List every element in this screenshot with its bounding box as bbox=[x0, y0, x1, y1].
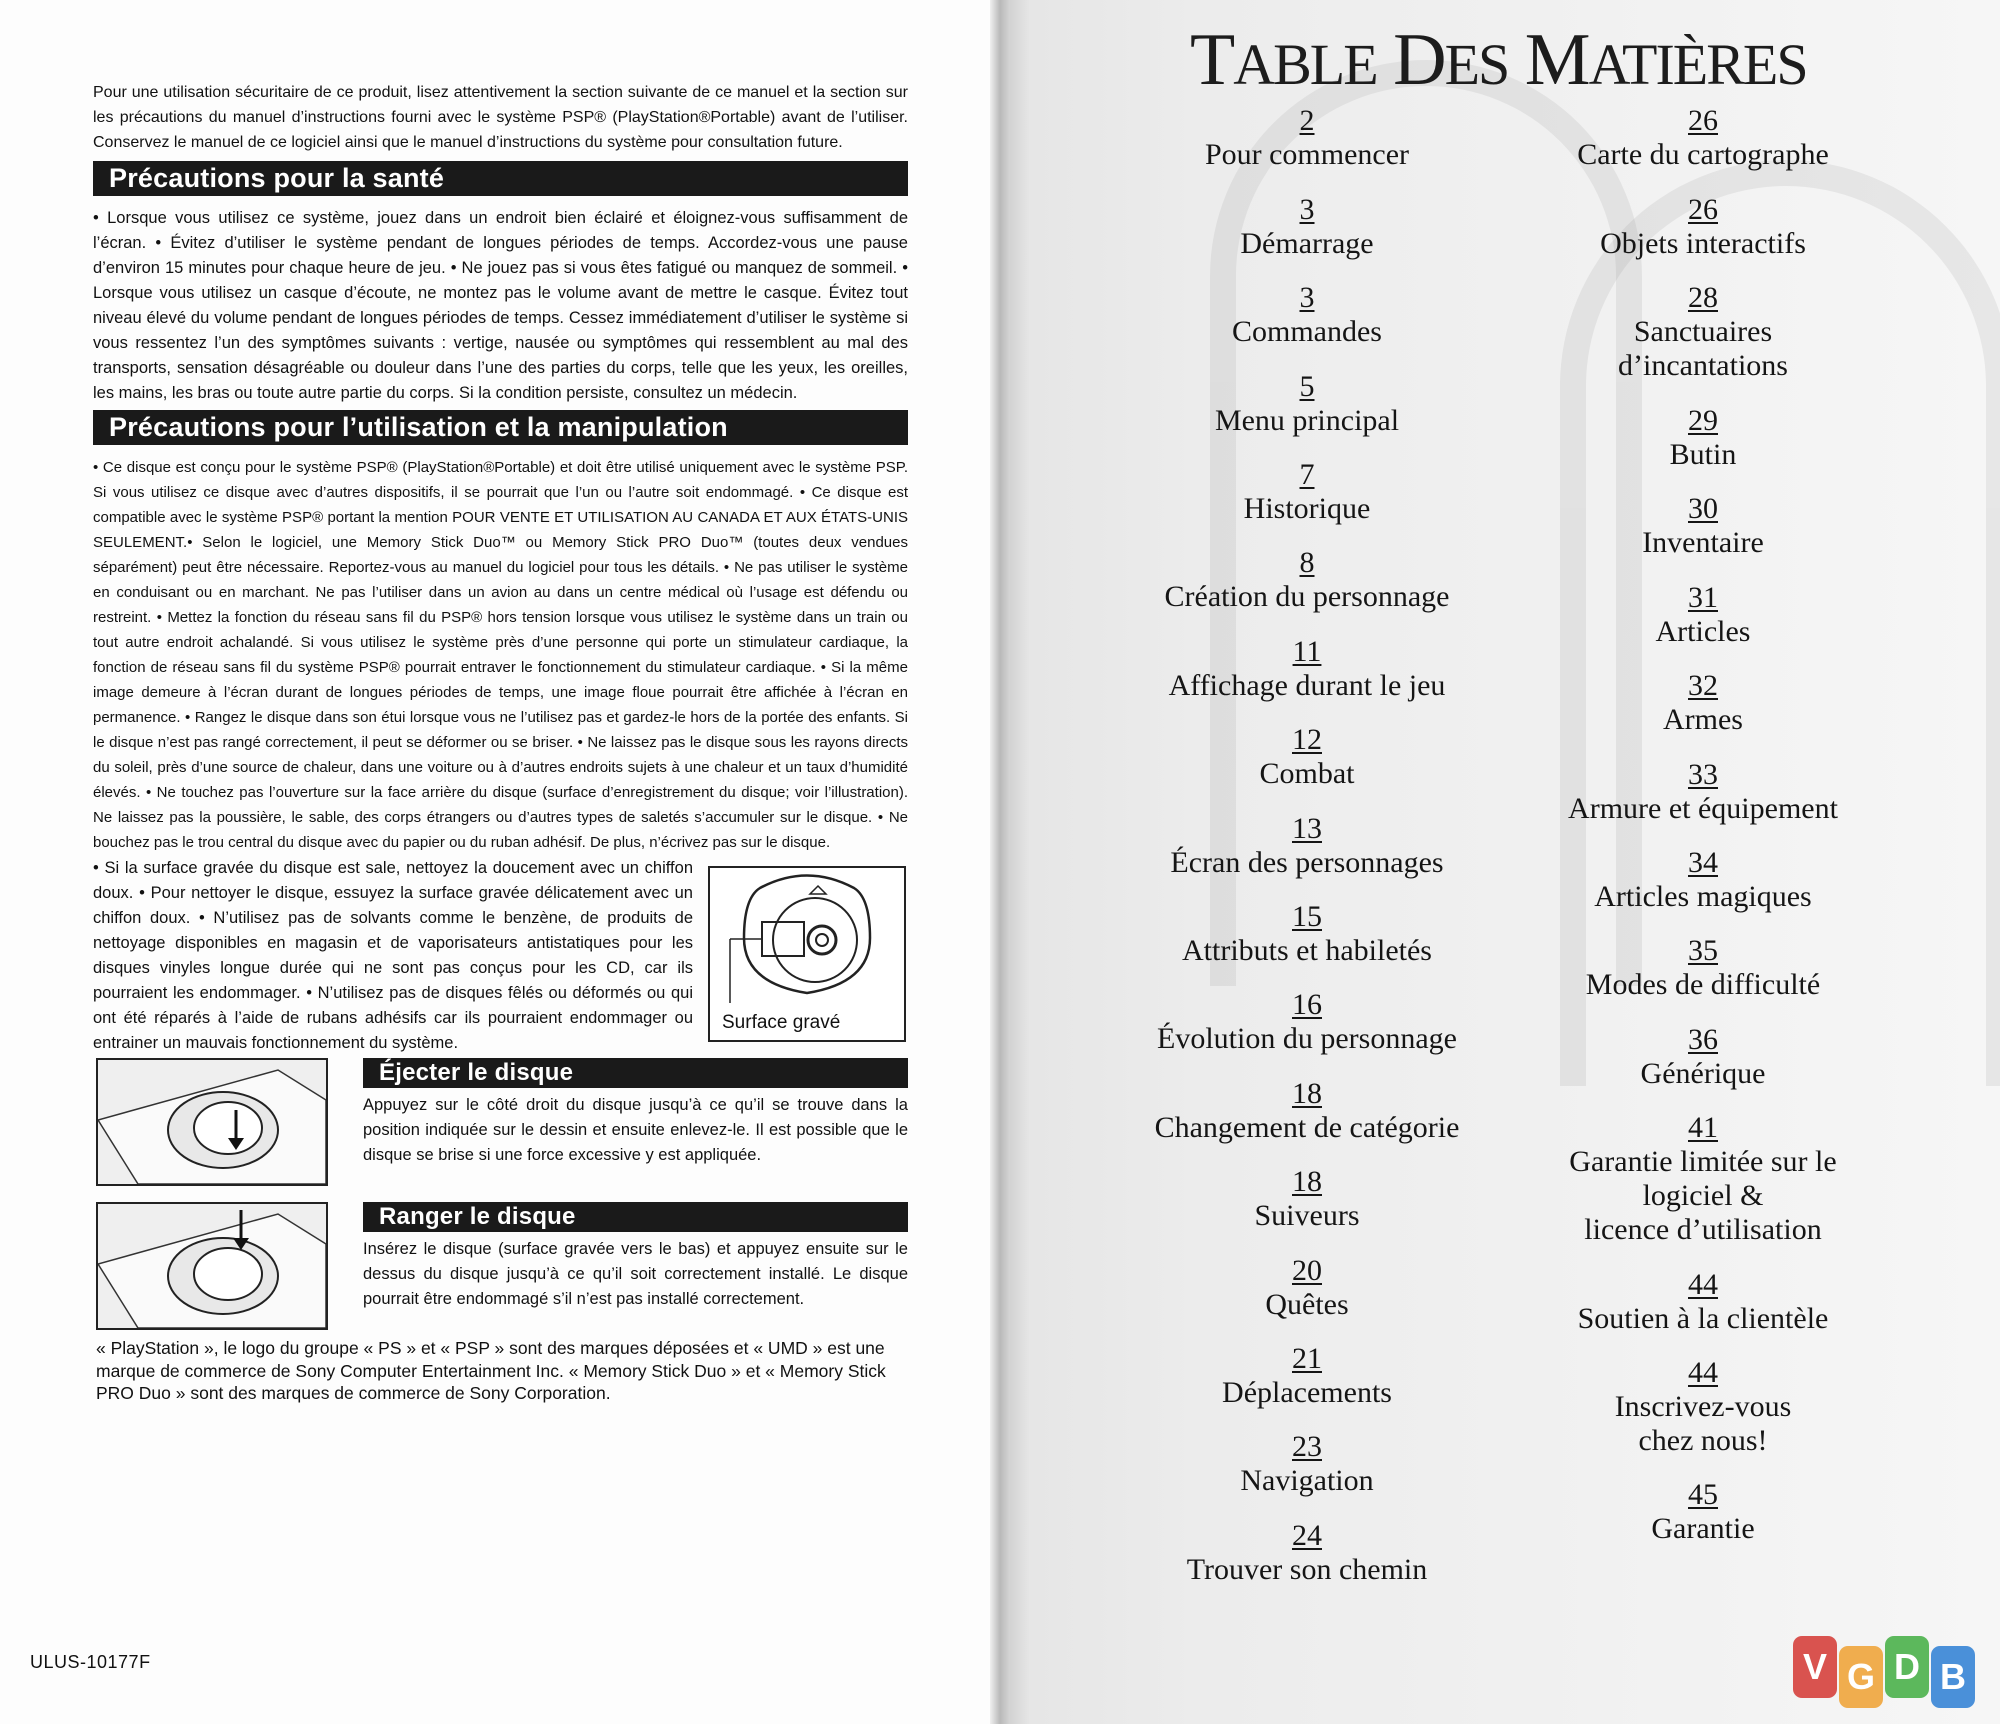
toc-entry[interactable]: 13 Écran des personnages bbox=[1170, 812, 1444, 879]
toc-entry[interactable]: 24 Trouver son chemin bbox=[1186, 1519, 1428, 1586]
toc-entry[interactable]: 8 Création du personnage bbox=[1164, 546, 1450, 613]
toc-entry[interactable]: 33 Armure et équipement bbox=[1568, 758, 1838, 825]
toc-entry[interactable]: 16 Évolution du personnage bbox=[1157, 988, 1457, 1055]
toc-entry[interactable]: 15 Attributs et habiletés bbox=[1182, 900, 1432, 967]
toc-entry[interactable]: 44 Soutien à la clientèle bbox=[1577, 1268, 1829, 1335]
vgdb-g-tile: G bbox=[1839, 1646, 1883, 1708]
handling-paragraph-continued: • Si la surface gravée du disque est sale, nettoyez la doucement avec un chiffon doux. • Pour nettoyer le disque, essuyez la surface gravée délicatement avec un chiffon doux. • N’utilisez pas de solvants comme le benzène, de produits de nettoyage disponibles en magasin et de vaporisateurs antistatiques pour les disques vinyles longue durée qui ne sont pas conçus pour les CD, car ils pourraient les endommager. • N’utilisez pas de disques fêlés ou déformés ou qui ont été réparés à l’aide de rubans adhésifs car ils pourraient endommager ou entrainer un mauvais fonctionnement du système. bbox=[93, 859, 693, 1052]
handling-paragraph: • Ce disque est conçu pour le système PSP® (PlayStation®Portable) et doit être utilisé uniquement avec le système PSP. Si vous utilisez ce disque avec d’autres dispositifs, il se pourrait que l’un ou l’autre soit endommagé. • Ce disque est compatible avec le système PSP® portant la mention POUR VENTE ET UTILISATION AU CANADA ET AUX ÉTATS-UNIS SEULEMENT.• Selon le logiciel, une Memory Stick Duo™ ou Memory Stick PRO Duo™ (toutes deux vendues séparément) peut être nécessaire. Reportez-vous au manuel du logiciel pour tous les détails. • Ne pas utiliser le système en conduisant ou en marchant. Ne pas l’utiliser dans un avion au dans un centre médical où l’usage est défendu ou restreint. • Mettez la fonction du réseau sans fil du PSP® hors tension lorsque vous utilisez le système dans un train ou tout autre endroit achalandé. Si vous utilisez le système près d’une personne qui porte un stimulateur cardiaque, la fonction de réseau sans fil du système PSP® pourrait entraver le fonctionnement du stimulateur cardiaque. • Si la même image demeure à l’écran durant de longues périodes de temps, une image floue pourrait être affichée à l’écran en permanence. • Rangez le disque dans son étui lorsque vous ne l’utilisez pas et gardez-le hors de la portée des enfants. Si le disque n’est pas rangé correctement, il peut se déformer ou se briser. • Ne laissez pas le disque sous les rayons directs du soleil, près d’une source de chaleur, dans une voiture ou à d’autres endroits sujets à une chaleur et un taux d’humidité élevés. • Ne touchez pas l’ouverture sur la face arrière du disque (surface d’enregistrement du disque; voir l’illustration). Ne laissez pas la poussière, le sable, des corps étrangers ou d’autres types de saletés s’accumuler sur le disque. • Ne bouchez pas le trou central du disque avec du papier ou du ruban adhésif. De plus, n’écrivez pas sur le disque. bbox=[93, 459, 908, 851]
diagram-caption: Surface gravé bbox=[722, 1012, 841, 1033]
toc-entry[interactable]: 11 Affichage durant le jeu bbox=[1168, 635, 1446, 702]
eject-heading: Éjecter le disque bbox=[363, 1058, 908, 1088]
toc-entry[interactable]: 2 Pour commencer bbox=[1204, 104, 1410, 171]
toc-entry[interactable]: 23 Navigation bbox=[1240, 1430, 1374, 1497]
toc-entry[interactable]: 18 Changement de catégorie bbox=[1154, 1077, 1460, 1144]
toc-entry[interactable]: 7 Historique bbox=[1243, 458, 1371, 525]
toc-entry[interactable]: 31 Articles bbox=[1655, 581, 1751, 648]
toc-entry[interactable]: 12 Combat bbox=[1259, 723, 1355, 790]
vgdb-v-tile: V bbox=[1793, 1636, 1837, 1698]
toc-entry[interactable]: 26 Objets interactifs bbox=[1600, 193, 1806, 260]
toc-title: TABLE DES MATIÈRES bbox=[1190, 19, 1807, 101]
toc-entry[interactable]: 34 Articles magiques bbox=[1594, 846, 1812, 913]
toc-entry[interactable]: 44 Inscrivez-vous chez nous! bbox=[1614, 1356, 1792, 1457]
toc-entry[interactable]: 35 Modes de difficulté bbox=[1585, 934, 1821, 1001]
eject-paragraph: Appuyez sur le côté droit du disque jusqu’à ce qu’il se trouve dans la position indiquée sur le dessin et ensuite enlevez-le. Il est possible que le disque se brise si une force excessive y est appliquée. bbox=[363, 1096, 908, 1164]
disc-diagram bbox=[708, 866, 906, 1042]
store-paragraph: Insérez le disque (surface gravée vers le bas) et appuyez ensuite sur le dessus du disque jusqu’à ce qu’il soit correctement installé. Le disque pourrait être endommagé s’il n’est pas installé correctement. bbox=[363, 1240, 908, 1308]
page-fold bbox=[990, 0, 1010, 1724]
trademark-notice: « PlayStation », le logo du groupe « PS » et « PSP » sont des marques déposées et « UMD » est une marque de commerce de Sony Computer Entertainment Inc. « Memory Stick Duo » et « Memory Stick PRO Duo » sont des marques de commerce de Sony Corporation. bbox=[96, 1338, 886, 1403]
product-code: ULUS-10177F bbox=[30, 1652, 151, 1672]
health-paragraph: • Lorsque vous utilisez ce système, jouez dans un endroit bien éclairé et éloignez-vous suffisamment de l’écran. • Évitez d’utiliser le système pendant de longues périodes de temps. Accordez-vous une pause d’environ 15 minutes pour chaque heure de jeu. • Ne jouez pas si vous êtes fatigué ou manquez de sommeil. • Lorsque vous utilisez un casque d’écoute, ne montez pas le volume avant de mettre le casque. Évitez tout niveau élevé du volume pendant de longues périodes de temps. Cessez immédiatement d’utiliser le système si vous ressentez l’un des symptômes suivants : vertige, nausée ou symptômes qui ressemblent au mal des transports, sensation désagréable ou douleur dans l’une des parties du corps, telle que les yeux, les oreilles, les mains, les bras ou toute autre partie du corps. Si la condition persiste, consultez un médecin. bbox=[93, 209, 908, 402]
store-illustration bbox=[96, 1202, 328, 1330]
toc-entry[interactable]: 28 Sanctuaires d’incantations bbox=[1618, 281, 1788, 382]
toc-entry[interactable]: 32 Armes bbox=[1663, 669, 1743, 736]
health-heading: Précautions pour la santé bbox=[93, 161, 908, 196]
toc-entry[interactable]: 5 Menu principal bbox=[1214, 370, 1400, 437]
toc-entry[interactable]: 29 Butin bbox=[1669, 404, 1737, 471]
toc-entry[interactable]: 41 Garantie limitée sur le logiciel & licence d’utilisation bbox=[1569, 1111, 1837, 1246]
toc-entry[interactable]: 3 Démarrage bbox=[1240, 193, 1374, 260]
toc-entry[interactable]: 18 Suiveurs bbox=[1254, 1165, 1360, 1232]
handling-heading: Précautions pour l’utilisation et la manipulation bbox=[93, 410, 908, 445]
vgdb-d-tile: D bbox=[1885, 1636, 1929, 1698]
store-heading: Ranger le disque bbox=[363, 1202, 908, 1232]
eject-illustration bbox=[96, 1058, 328, 1186]
toc-entry[interactable]: 21 Déplacements bbox=[1222, 1342, 1392, 1409]
umd-disc-illustration bbox=[710, 868, 904, 1008]
intro-paragraph: Pour une utilisation sécuritaire de ce produit, lisez attentivement la section suivante de ce manuel et la section sur les précautions du manuel d’instructions fourni avec le système PSP® (PlayStation®Portable) avant de l’utiliser. Conservez le manuel de ce logiciel ainsi que le manuel d’instructions du système pour consultation future. bbox=[93, 84, 908, 151]
vgdb-watermark bbox=[1793, 1636, 1983, 1708]
toc-entry[interactable]: 45 Garantie bbox=[1651, 1478, 1755, 1545]
vgdb-b-tile: B bbox=[1931, 1646, 1975, 1708]
toc-entry[interactable]: 20 Quêtes bbox=[1265, 1254, 1349, 1321]
toc-entry[interactable]: 30 Inventaire bbox=[1642, 492, 1764, 559]
toc-entry[interactable]: 3 Commandes bbox=[1232, 281, 1382, 348]
toc-entry[interactable]: 26 Carte du cartographe bbox=[1577, 104, 1829, 171]
toc-entry[interactable]: 36 Générique bbox=[1640, 1023, 1766, 1090]
